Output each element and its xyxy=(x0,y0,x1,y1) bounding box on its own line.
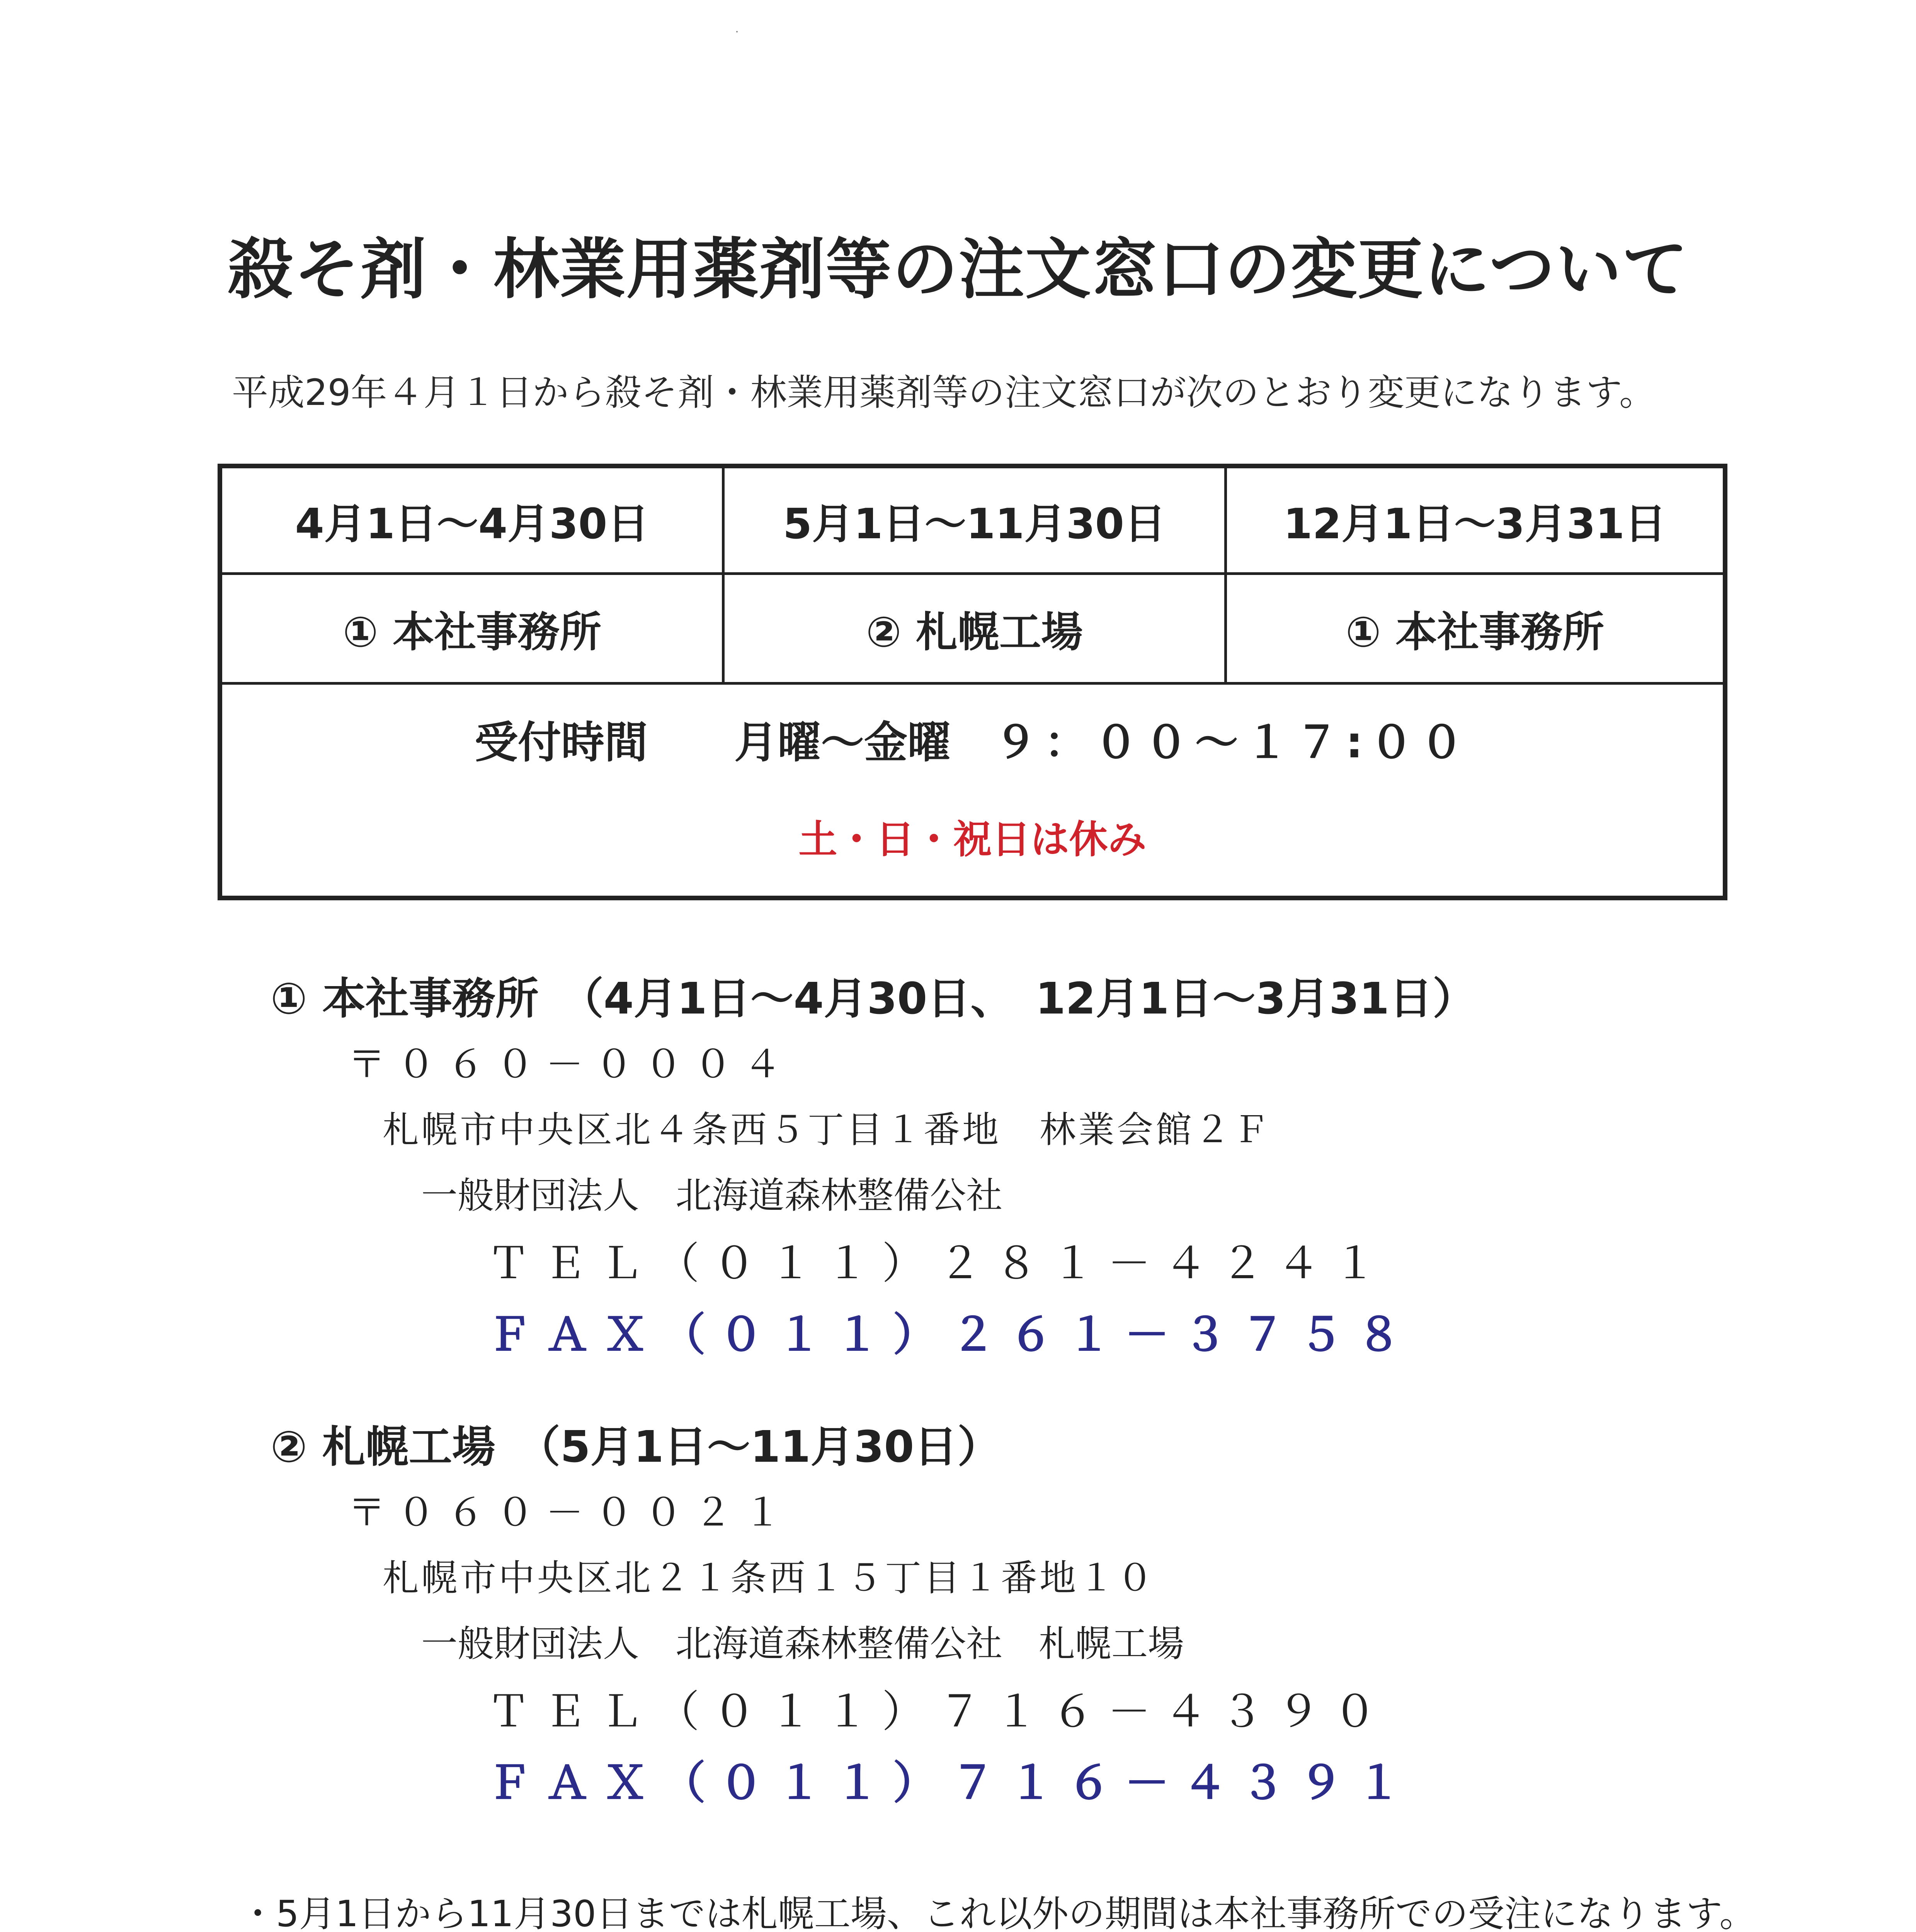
notes-section xyxy=(240,1882,1756,1932)
office-heading: ① 本社事務所 （4月1日〜4月30日、 12月1日〜3月31日） xyxy=(271,974,1476,1024)
organization: 一般財団法人 北海道森林整備公社 xyxy=(421,1175,1003,1217)
schedule-table xyxy=(218,464,1727,900)
period-cell: 4月1日〜4月30日 xyxy=(222,468,725,572)
office-row xyxy=(222,575,1723,685)
postal-code: 〒０６０－００２１ xyxy=(348,1491,793,1535)
fax-number: ＦＡＸ（０１１）７１６－４３９１ xyxy=(487,1757,1414,1809)
office-cell: ① 本社事務所 xyxy=(222,575,725,682)
fax-number: ＦＡＸ（０１１）２６１－３７５８ xyxy=(487,1309,1414,1361)
postal-code: 〒０６０－０００４ xyxy=(348,1043,793,1087)
organization: 一般財団法人 北海道森林整備公社 札幌工場 xyxy=(421,1623,1184,1665)
note-period: ・5月1日から11月30日までは札幌工場、これ以外の期間は本社事務所での受注になります。 xyxy=(240,1893,1756,1932)
period-cell: 5月1日〜11月30日 xyxy=(725,468,1227,572)
office-heading: ② 札幌工場 （5月1日〜11月30日） xyxy=(271,1422,1001,1472)
closed-days: 土・日・祝日は休み xyxy=(798,817,1147,862)
hours-days: 月曜〜金曜 xyxy=(734,718,951,768)
hours-label: 受付時間 xyxy=(475,718,648,768)
tel-number: ＴＥＬ（０１１）７１６－４３９０ xyxy=(487,1687,1390,1737)
page-title: 殺そ剤・林業用薬剤等の注文窓口の変更について xyxy=(227,231,1689,308)
tel-number: ＴＥＬ（０１１）２８１－４２４１ xyxy=(487,1238,1390,1289)
office-head-office xyxy=(271,966,1739,1372)
office-sapporo-factory xyxy=(271,1414,1739,1820)
hours-time: ９：００〜１７:００ xyxy=(994,718,1470,768)
address: 札幌市中央区北４条西５丁目１番地 林業会館２Ｆ xyxy=(383,1109,1272,1151)
address: 札幌市中央区北２１条西１５丁目１番地１０ xyxy=(383,1557,1156,1599)
scan-speck xyxy=(736,31,738,32)
office-cell: ② 札幌工場 xyxy=(725,575,1227,682)
period-row xyxy=(222,468,1723,575)
business-hours xyxy=(222,708,1723,770)
intro-text: 平成29年４月１日から殺そ剤・林業用薬剤等の注文窓口が次のとおり変更になります。 xyxy=(232,372,1656,414)
office-cell: ① 本社事務所 xyxy=(1345,608,1605,656)
period-cell: 12月1日〜3月31日 xyxy=(1283,500,1666,548)
